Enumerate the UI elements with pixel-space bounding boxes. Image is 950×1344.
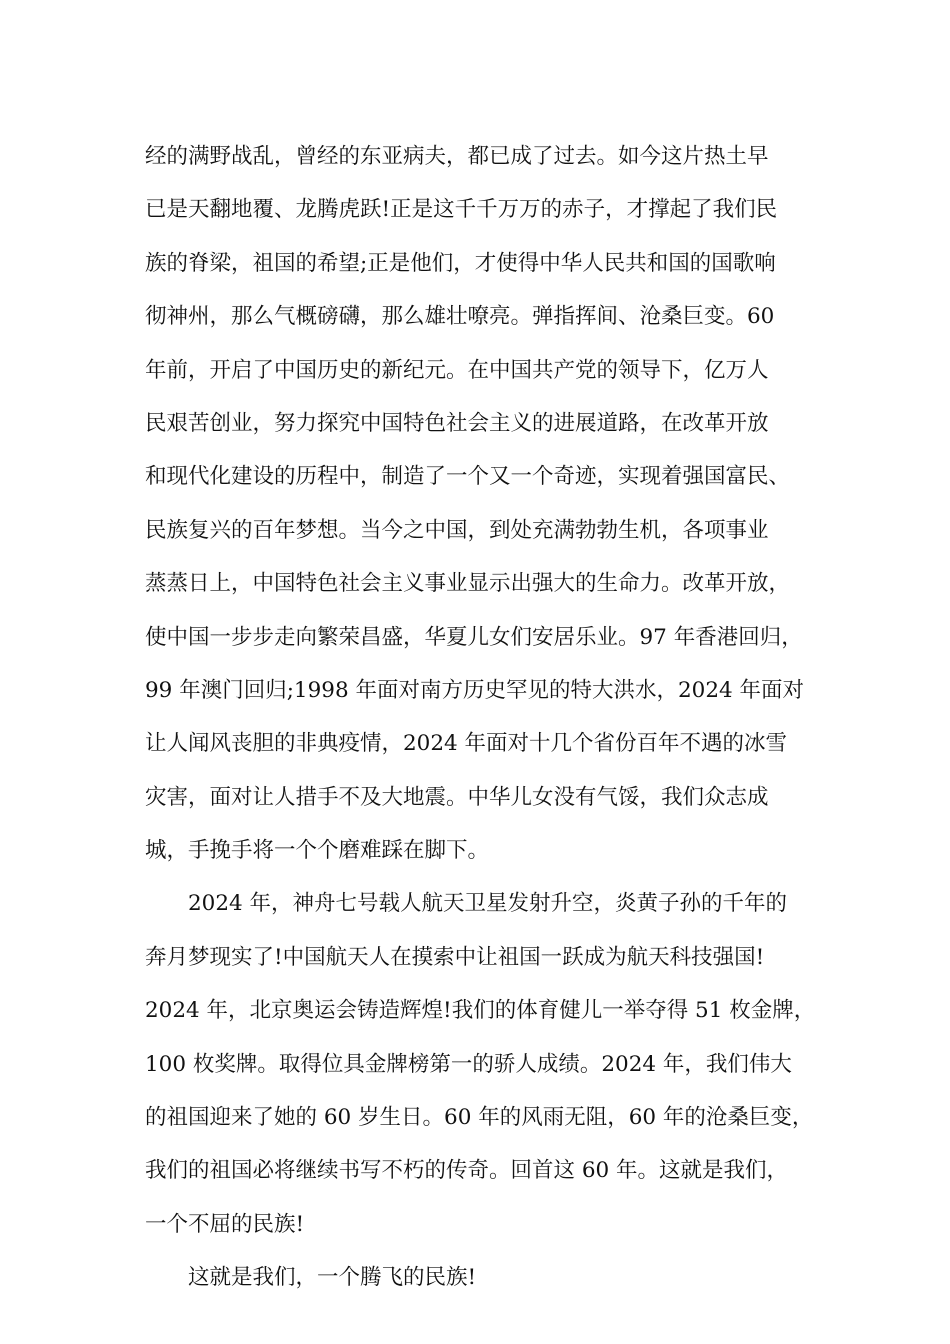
paragraph-start-line: 2024 年，神舟七号载人航天卫星发射升空，炎黄子孙的千年的: [188, 891, 788, 917]
text-line: 蒸蒸日上，中国特色社会主义事业显示出强大的生命力。改革开放，: [145, 571, 791, 597]
text-line: 的祖国迎来了她的 60 岁生日。60 年的风雨无阻，60 年的沧桑巨变，: [145, 1105, 814, 1131]
text-line: 民艰苦创业，努力探究中国特色社会主义的进展道路，在改革开放: [145, 410, 769, 436]
text-line: 我们的祖国必将继续书写不朽的传奇。回首这 60 年。这就是我们，: [145, 1158, 789, 1184]
text-line: 奔月梦现实了!中国航天人在摸索中让祖国一跃成为航天科技强国!: [145, 944, 765, 970]
text-line: 族的脊梁，祖国的希望;正是他们，才使得中华人民共和国的国歌响: [145, 250, 776, 276]
text-line: 100 枚奖牌。取得位具金牌榜第一的骄人成绩。2024 年，我们伟大: [145, 1051, 792, 1077]
text-line: 城，手挽手将一个个磨难踩在脚下。: [145, 838, 490, 864]
text-line: 年前，开启了中国历史的新纪元。在中国共产党的领导下，亿万人: [145, 357, 769, 383]
text-line: 使中国一步步走向繁荣昌盛，华夏儿女们安居乐业。97 年香港回归，: [145, 624, 803, 650]
text-line: 和现代化建设的历程中，制造了一个又一个奇迹，实现着强国富民、: [145, 464, 791, 490]
text-line: 一个不屈的民族!: [145, 1211, 305, 1237]
text-line: 经的满野战乱，曾经的东亚病夫，都已成了过去。如今这片热土早: [145, 144, 769, 169]
text-line: 民族复兴的百年梦想。当今之中国，到处充满勃勃生机，各项事业: [145, 517, 769, 543]
text-line: 灾害，面对让人措手不及大地震。中华儿女没有气馁，我们众志成: [145, 784, 769, 810]
text-line: 已是天翻地覆、龙腾虎跃!正是这千千万万的赤子，才撑起了我们民: [145, 197, 778, 223]
text-line: 99 年澳门回归;1998 年面对南方历史罕见的特大洪水，2024 年面对: [145, 677, 805, 703]
text-line: 彻神州，那么气概磅礴，那么雄壮嘹亮。弹指挥间、沧桑巨变。60: [145, 304, 775, 330]
text-line: 2024 年，北京奥运会铸造辉煌!我们的体育健儿一举夺得 51 枚金牌，: [145, 998, 816, 1024]
body-text: [145, 130, 815, 1305]
text-line: 让人闻风丧胆的非典疫情，2024 年面对十几个省份百年不遇的冰雪: [145, 731, 788, 757]
paragraph-start-line: 这就是我们，一个腾飞的民族!: [188, 1265, 477, 1291]
